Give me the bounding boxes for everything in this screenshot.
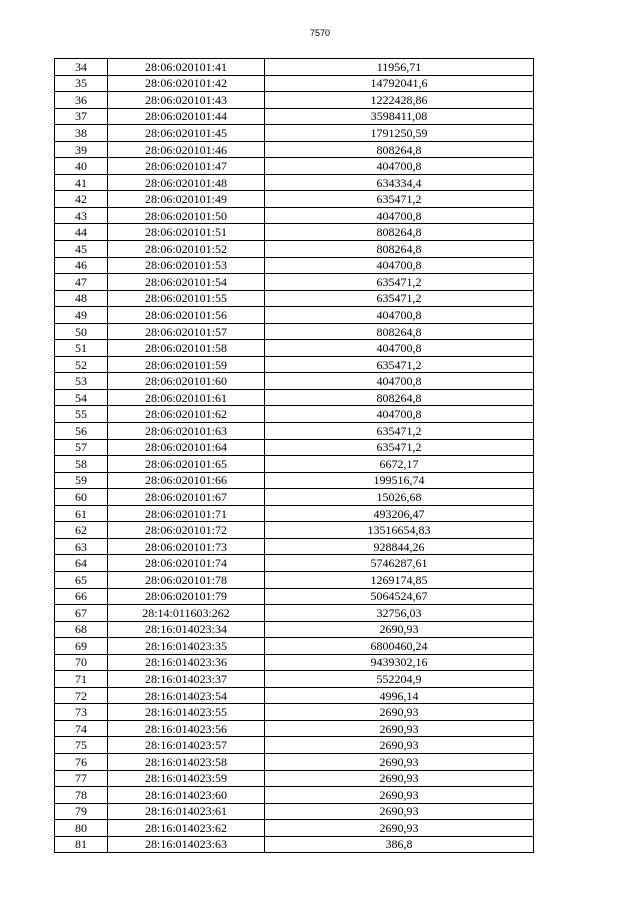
table-body — [55, 59, 534, 853]
cadastral-value-cell: 404700,8 — [265, 340, 534, 357]
cadastral-number-cell: 28:16:014023:56 — [108, 720, 265, 737]
cadastral-value-cell: 13516654,83 — [265, 522, 534, 539]
cadastral-number-cell: 28:16:014023:62 — [108, 820, 265, 837]
row-number-cell: 78 — [55, 787, 108, 804]
cadastral-value-cell: 1269174,85 — [265, 571, 534, 588]
cadastral-value-cell: 2690,93 — [265, 737, 534, 754]
row-number-cell: 79 — [55, 803, 108, 820]
cadastral-value-cell: 404700,8 — [265, 158, 534, 175]
cadastral-number-cell: 28:06:020101:51 — [108, 224, 265, 241]
cadastral-number-cell: 28:06:020101:79 — [108, 588, 265, 605]
row-number-cell: 45 — [55, 241, 108, 258]
cadastral-value-cell: 404700,8 — [265, 373, 534, 390]
table-row — [55, 489, 534, 506]
cadastral-number-cell: 28:06:020101:41 — [108, 59, 265, 76]
row-number-cell: 39 — [55, 141, 108, 158]
cadastral-number-cell: 28:06:020101:50 — [108, 207, 265, 224]
row-number-cell: 68 — [55, 621, 108, 638]
cadastral-value-cell: 808264,8 — [265, 241, 534, 258]
cadastral-number-cell: 28:06:020101:55 — [108, 290, 265, 307]
row-number-cell: 64 — [55, 555, 108, 572]
row-number-cell: 66 — [55, 588, 108, 605]
row-number-cell: 37 — [55, 108, 108, 125]
table-row — [55, 158, 534, 175]
row-number-cell: 75 — [55, 737, 108, 754]
row-number-cell: 34 — [55, 59, 108, 76]
table-row — [55, 307, 534, 324]
table-row — [55, 770, 534, 787]
cadastral-value-cell: 808264,8 — [265, 389, 534, 406]
table-row — [55, 340, 534, 357]
row-number-cell: 55 — [55, 406, 108, 423]
cadastral-number-cell: 28:16:014023:36 — [108, 654, 265, 671]
row-number-cell: 72 — [55, 687, 108, 704]
cadastral-number-cell: 28:06:020101:73 — [108, 538, 265, 555]
row-number-cell: 67 — [55, 605, 108, 622]
cadastral-number-cell: 28:06:020101:67 — [108, 489, 265, 506]
table-row — [55, 389, 534, 406]
table-row — [55, 588, 534, 605]
cadastral-number-cell: 28:16:014023:57 — [108, 737, 265, 754]
table-row — [55, 737, 534, 754]
row-number-cell: 58 — [55, 456, 108, 473]
cadastral-number-cell: 28:06:020101:45 — [108, 125, 265, 142]
table-row — [55, 290, 534, 307]
cadastral-number-cell: 28:16:014023:58 — [108, 753, 265, 770]
cadastral-value-cell: 552204,9 — [265, 671, 534, 688]
cadastral-value-cell: 404700,8 — [265, 257, 534, 274]
row-number-cell: 42 — [55, 191, 108, 208]
row-number-cell: 56 — [55, 423, 108, 440]
cadastral-value-cell: 11956,71 — [265, 59, 534, 76]
row-number-cell: 70 — [55, 654, 108, 671]
table-row — [55, 439, 534, 456]
row-number-cell: 51 — [55, 340, 108, 357]
cadastral-number-cell: 28:06:020101:42 — [108, 75, 265, 92]
row-number-cell: 80 — [55, 820, 108, 837]
table-row — [55, 787, 534, 804]
cadastral-number-cell: 28:06:020101:64 — [108, 439, 265, 456]
cadastral-number-cell: 28:16:014023:37 — [108, 671, 265, 688]
row-number-cell: 81 — [55, 836, 108, 853]
cadastral-number-cell: 28:16:014023:34 — [108, 621, 265, 638]
cadastral-number-cell: 28:16:014023:63 — [108, 836, 265, 853]
row-number-cell: 36 — [55, 92, 108, 109]
cadastral-value-cell: 9439302,16 — [265, 654, 534, 671]
row-number-cell: 65 — [55, 571, 108, 588]
row-number-cell: 63 — [55, 538, 108, 555]
cadastral-value-cell: 15026,68 — [265, 489, 534, 506]
cadastral-value-cell: 2690,93 — [265, 720, 534, 737]
cadastral-number-cell: 28:06:020101:61 — [108, 389, 265, 406]
cadastral-value-cell: 2690,93 — [265, 770, 534, 787]
table-row — [55, 207, 534, 224]
cadastral-value-cell: 634334,4 — [265, 174, 534, 191]
cadastral-number-cell: 28:16:014023:60 — [108, 787, 265, 804]
cadastral-number-cell: 28:16:014023:35 — [108, 638, 265, 655]
table-row — [55, 836, 534, 853]
row-number-cell: 41 — [55, 174, 108, 191]
cadastral-value-cell: 808264,8 — [265, 224, 534, 241]
cadastral-value-cell: 2690,93 — [265, 621, 534, 638]
table-row — [55, 141, 534, 158]
table-row — [55, 571, 534, 588]
cadastral-number-cell: 28:06:020101:59 — [108, 356, 265, 373]
cadastral-value-cell: 199516,74 — [265, 472, 534, 489]
cadastral-number-cell: 28:06:020101:49 — [108, 191, 265, 208]
cadastral-value-cell: 493206,47 — [265, 505, 534, 522]
table-row — [55, 538, 534, 555]
table-row — [55, 638, 534, 655]
table-row — [55, 224, 534, 241]
row-number-cell: 48 — [55, 290, 108, 307]
cadastral-value-table — [54, 58, 534, 853]
table-row — [55, 654, 534, 671]
cadastral-value-cell: 635471,2 — [265, 274, 534, 291]
cadastral-number-cell: 28:14:011603:262 — [108, 605, 265, 622]
row-number-cell: 54 — [55, 389, 108, 406]
cadastral-value-cell: 404700,8 — [265, 207, 534, 224]
cadastral-number-cell: 28:06:020101:52 — [108, 241, 265, 258]
cadastral-number-cell: 28:06:020101:66 — [108, 472, 265, 489]
cadastral-number-cell: 28:06:020101:43 — [108, 92, 265, 109]
cadastral-value-cell: 635471,2 — [265, 423, 534, 440]
cadastral-value-cell: 2690,93 — [265, 787, 534, 804]
table-row — [55, 621, 534, 638]
cadastral-number-cell: 28:06:020101:62 — [108, 406, 265, 423]
table-row — [55, 75, 534, 92]
cadastral-value-cell: 32756,03 — [265, 605, 534, 622]
cadastral-value-cell: 5064524,67 — [265, 588, 534, 605]
cadastral-value-cell: 14792041,6 — [265, 75, 534, 92]
table-row — [55, 555, 534, 572]
table-row — [55, 605, 534, 622]
cadastral-value-cell: 5746287,61 — [265, 555, 534, 572]
row-number-cell: 57 — [55, 439, 108, 456]
table-row — [55, 820, 534, 837]
row-number-cell: 71 — [55, 671, 108, 688]
table-row — [55, 704, 534, 721]
cadastral-number-cell: 28:16:014023:61 — [108, 803, 265, 820]
table-row — [55, 406, 534, 423]
cadastral-number-cell: 28:06:020101:72 — [108, 522, 265, 539]
cadastral-value-cell: 2690,93 — [265, 820, 534, 837]
cadastral-number-cell: 28:06:020101:47 — [108, 158, 265, 175]
table-row — [55, 522, 534, 539]
cadastral-value-cell: 1791250,59 — [265, 125, 534, 142]
table-row — [55, 241, 534, 258]
table-row — [55, 373, 534, 390]
row-number-cell: 35 — [55, 75, 108, 92]
cadastral-number-cell: 28:06:020101:63 — [108, 423, 265, 440]
cadastral-value-cell: 2690,93 — [265, 704, 534, 721]
table-row — [55, 505, 534, 522]
cadastral-number-cell: 28:06:020101:71 — [108, 505, 265, 522]
row-number-cell: 40 — [55, 158, 108, 175]
cadastral-number-cell: 28:16:014023:54 — [108, 687, 265, 704]
row-number-cell: 59 — [55, 472, 108, 489]
cadastral-value-cell: 1222428,86 — [265, 92, 534, 109]
cadastral-value-cell: 635471,2 — [265, 439, 534, 456]
row-number-cell: 74 — [55, 720, 108, 737]
table-row — [55, 456, 534, 473]
table-row — [55, 753, 534, 770]
cadastral-value-cell: 404700,8 — [265, 406, 534, 423]
cadastral-number-cell: 28:06:020101:56 — [108, 307, 265, 324]
table-row — [55, 472, 534, 489]
cadastral-number-cell: 28:06:020101:44 — [108, 108, 265, 125]
cadastral-value-cell: 6800460,24 — [265, 638, 534, 655]
cadastral-number-cell: 28:06:020101:58 — [108, 340, 265, 357]
cadastral-value-cell: 808264,8 — [265, 323, 534, 340]
table-row — [55, 803, 534, 820]
cadastral-number-cell: 28:06:020101:78 — [108, 571, 265, 588]
cadastral-number-cell: 28:06:020101:57 — [108, 323, 265, 340]
cadastral-value-cell: 3598411,08 — [265, 108, 534, 125]
row-number-cell: 61 — [55, 505, 108, 522]
table-row — [55, 323, 534, 340]
page-number: 7570 — [309, 28, 331, 38]
table-row — [55, 423, 534, 440]
cadastral-value-cell: 4996,14 — [265, 687, 534, 704]
row-number-cell: 50 — [55, 323, 108, 340]
table-row — [55, 257, 534, 274]
cadastral-number-cell: 28:06:020101:46 — [108, 141, 265, 158]
row-number-cell: 49 — [55, 307, 108, 324]
cadastral-value-cell: 635471,2 — [265, 191, 534, 208]
row-number-cell: 52 — [55, 356, 108, 373]
table-row — [55, 191, 534, 208]
row-number-cell: 76 — [55, 753, 108, 770]
cadastral-number-cell: 28:06:020101:48 — [108, 174, 265, 191]
cadastral-value-cell: 928844,26 — [265, 538, 534, 555]
cadastral-number-cell: 28:06:020101:60 — [108, 373, 265, 390]
row-number-cell: 43 — [55, 207, 108, 224]
table-row — [55, 274, 534, 291]
cadastral-value-cell: 2690,93 — [265, 803, 534, 820]
cadastral-number-cell: 28:06:020101:54 — [108, 274, 265, 291]
cadastral-value-cell: 635471,2 — [265, 290, 534, 307]
row-number-cell: 44 — [55, 224, 108, 241]
table-row — [55, 108, 534, 125]
row-number-cell: 46 — [55, 257, 108, 274]
cadastral-value-cell: 808264,8 — [265, 141, 534, 158]
row-number-cell: 60 — [55, 489, 108, 506]
table-row — [55, 687, 534, 704]
table-row — [55, 92, 534, 109]
row-number-cell: 38 — [55, 125, 108, 142]
cadastral-value-cell: 6672,17 — [265, 456, 534, 473]
table-row — [55, 356, 534, 373]
table-row — [55, 59, 534, 76]
row-number-cell: 73 — [55, 704, 108, 721]
cadastral-number-cell: 28:16:014023:59 — [108, 770, 265, 787]
row-number-cell: 47 — [55, 274, 108, 291]
table-row — [55, 720, 534, 737]
cadastral-value-cell: 386,8 — [265, 836, 534, 853]
row-number-cell: 62 — [55, 522, 108, 539]
table-row — [55, 671, 534, 688]
cadastral-value-cell: 635471,2 — [265, 356, 534, 373]
cadastral-value-cell: 2690,93 — [265, 753, 534, 770]
cadastral-number-cell: 28:06:020101:74 — [108, 555, 265, 572]
cadastral-number-cell: 28:16:014023:55 — [108, 704, 265, 721]
cadastral-number-cell: 28:06:020101:65 — [108, 456, 265, 473]
table-row — [55, 125, 534, 142]
cadastral-number-cell: 28:06:020101:53 — [108, 257, 265, 274]
row-number-cell: 53 — [55, 373, 108, 390]
table-row — [55, 174, 534, 191]
row-number-cell: 69 — [55, 638, 108, 655]
row-number-cell: 77 — [55, 770, 108, 787]
cadastral-value-cell: 404700,8 — [265, 307, 534, 324]
